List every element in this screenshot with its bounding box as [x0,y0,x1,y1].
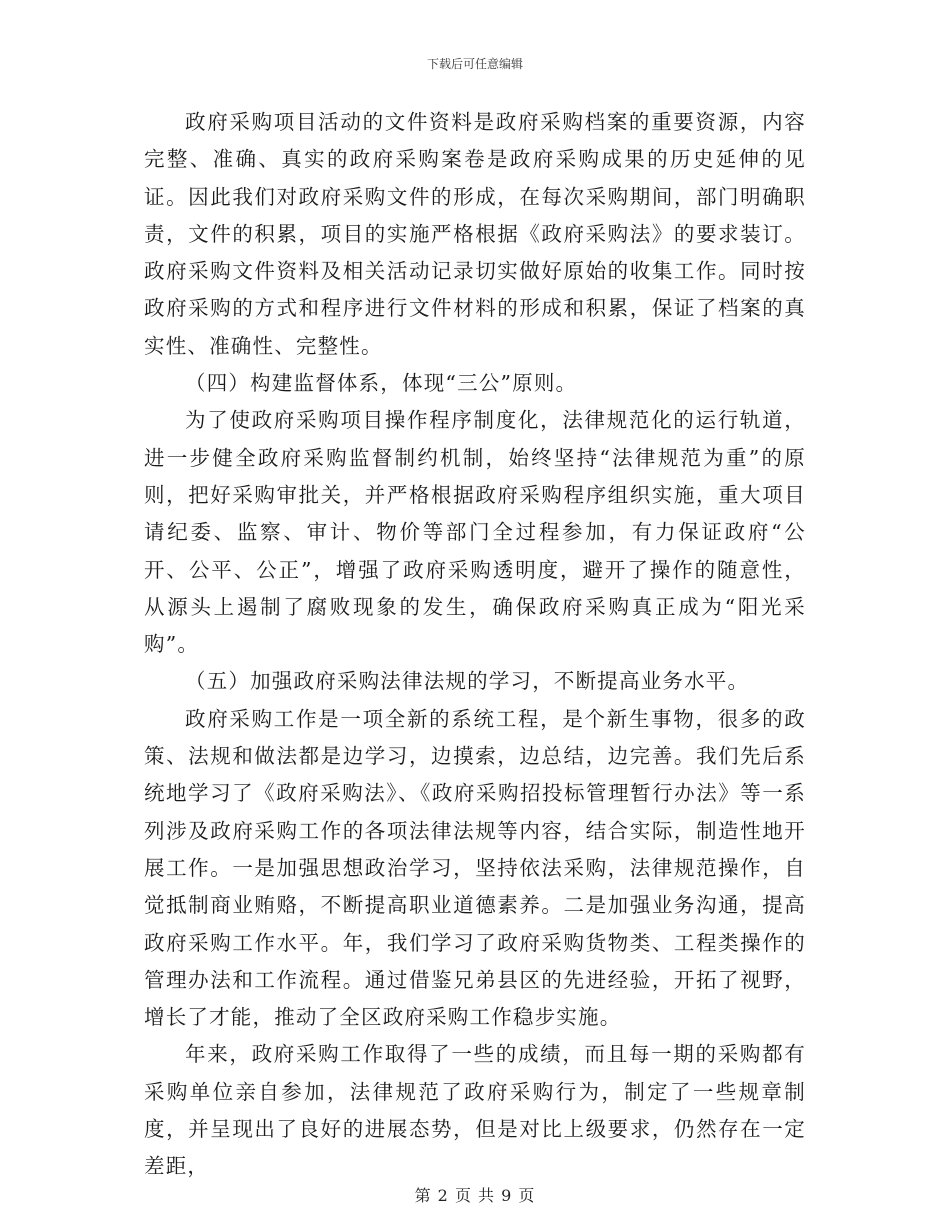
page-number-footer: 第 2 页 共 9 页 [414,1186,536,1205]
paragraph-supervision-system: 为了使政府采购项目操作程序制度化，法律规范化的运行轨道，进一步健全政府采购监督制约机制，始终坚持“法律规范为重”的原则，把好采购审批关，并严格根据政府采购程序组织实施，重大项目请纪委、监察、审计、物价等部门全过程参加，有力保证政府“公开、公平、公正”，增强了政府采购透明度，避开了操作的随意性，从源头上遏制了腐败现象的发生，确保政府采购真正成为“阳光采购”。 [144,408,806,657]
paragraph-archive-management: 政府采购项目活动的文件资料是政府采购档案的重要资源，内容完整、准确、真实的政府采购案卷是政府采购成果的历史延伸的见证。因此我们对政府采购文件的形成，在每次采购期间，部门明确职责，文件的积累，项目的实施严格根据《政府采购法》的要求装订。政府采购文件资料及相关活动记录切实做好原始的收集工作。同时按政府采购的方式和程序进行文件材料的形成和积累，保证了档案的真实性、准确性、完整性。 [144,110,806,358]
section-heading-legal-study: （五）加强政府采购法律法规的学习，不断提高业务水平。 [185,669,750,694]
document-body [144,104,806,1186]
page-header: 下载后可任意编辑 [426,57,523,71]
section-heading-supervision: （四）构建监督体系，体现“三公”原则。 [185,371,578,396]
paragraph-legal-study: 政府采购工作是一项全新的系统工程，是个新生事物，很多的政策、法规和做法都是边学习，边摸索，边总结，边完善。我们先后系统地学习了《政府采购法》、《政府采购招投标管理暂行办法》等一系列涉及政府采购工作的各项法律法规等内容，结合实际，制造性地开展工作。一是加强思想政治学习，坚持依法采购，法律规范操作，自觉抵制商业贿赂，不断提高职业道德素养。二是加强业务沟通，提高政府采购工作水平。年，我们学习了政府采购货物类、工程类操作的管理办法和工作流程。通过借鉴兄弟县区的先进经验，开拓了视野，增长了才能，推动了全区政府采购工作稳步实施。 [144,706,806,1030]
paragraph-achievements: 年来，政府采购工作取得了一些的成绩，而且每一期的采购都有采购单位亲自参加，法律规范了政府采购行为，制定了一些规章制度，并呈现出了良好的进展态势，但是对比上级要求，仍然存在一定差距， [144,1042,806,1179]
